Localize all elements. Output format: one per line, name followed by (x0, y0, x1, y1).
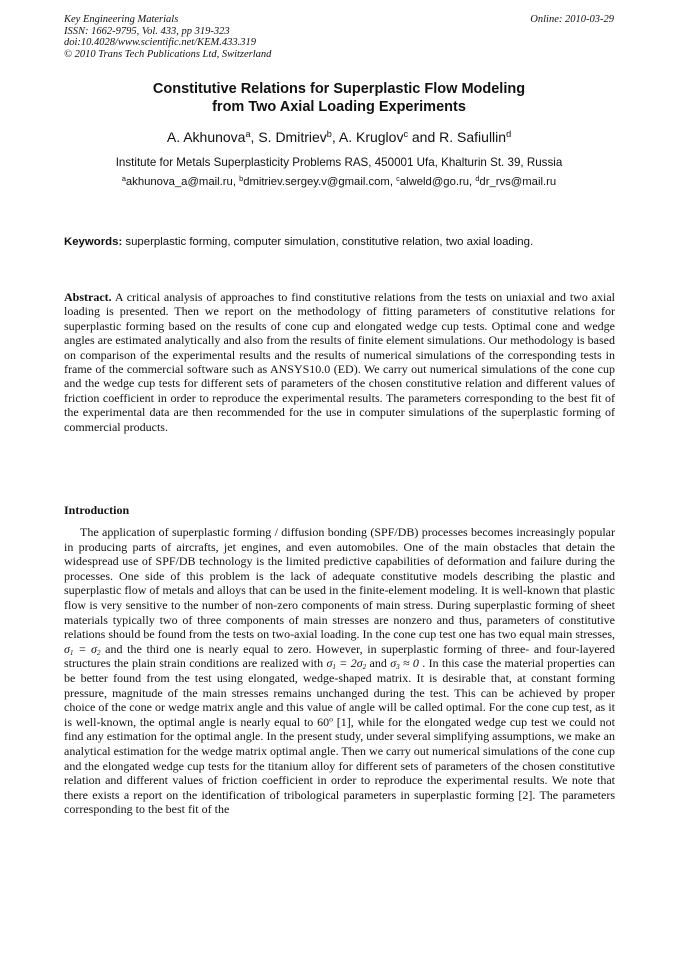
title-line-1: Constitutive Relations for Superplastic Flow Modeling (152, 81, 526, 97)
email-link[interactable]: akhunova_a@mail.ru (125, 176, 233, 188)
keywords-text: superplastic forming, computer simulation, constitutive relation, two axial loading. (125, 236, 534, 248)
author-name: A. Kruglov (338, 129, 404, 145)
keywords-section (64, 236, 614, 248)
affiliation: Institute for Metals Superplasticity Problems RAS, 450001 Ufa, Khalturin St. 39, Russia (115, 156, 563, 169)
author-marker: a (245, 129, 251, 139)
copyright-line: © 2010 Trans Tech Publications Ltd, Switzerland (64, 48, 272, 60)
email-marker: d (475, 173, 480, 183)
paper-title (0, 80, 678, 116)
abstract-paragraph (64, 290, 615, 434)
equation-sigma3-approx-zero: $\sigma_3 \approx 0$ (390, 656, 419, 672)
article-metadata (64, 14, 614, 60)
abstract-label: Abstract. (64, 290, 112, 304)
intro-text: . In this case the material properties can be better found from the test using elongated, wedge-shaped matrix. It is desirable that, at constant forming pressure, magnitude of the main stresses remains unchanged during the test. This can be achieved by proper choice of the cone or wedge matrix angle and this value of angle will be called optimal. For the cone cup test, as it is well-known, the optimal angle is nearly equal to 60 (64, 656, 616, 729)
doi-line[interactable]: doi:10.4028/www.scientific.net/KEM.433.319 (64, 37, 256, 49)
degree-mark: o (329, 714, 333, 724)
issn-line: ISSN: 1662-9795, Vol. 433, pp 319-323 (64, 25, 230, 37)
email-link[interactable]: dmitriev.sergey.v@gmail.com (243, 176, 390, 188)
intro-text: The application of superplastic forming / diffusion bonding (SPF/DB) processes becomes increasingly popular in producing parts of aircrafts, jet engines, and even automobiles. One of the main obstacles that detain the widespread use of SPF/DB technology is the limited predictive capabilities of deformation and failure during the processes. One side of this problem is the lack of adequate constitutive models describing the plastic and superplastic flow of metals and alloys that can be used in the finite-element modeling. It is well-known that plastic flow is very sensitive to the number of non-zero components of main stress. During superplastic forming of sheet materials typically two of three components of main stresses are nonzero and thus, parameters of constitutive relations should be found from the tests on two-axial loading. In the cone cup test one has two equal main stresses, (64, 525, 615, 642)
introduction-paragraph (64, 525, 615, 817)
section-heading-introduction: Introduction (64, 503, 130, 517)
author-marker: c (403, 129, 408, 139)
keywords-label: Keywords: (64, 236, 123, 248)
title-line-2: from Two Axial Loading Experiments (212, 99, 466, 115)
equation-sigma1-eq-sigma2: $\sigma_1 = \sigma_2$ (64, 641, 101, 657)
email-link[interactable]: dr_rvs@mail.ru (479, 176, 557, 188)
email-link[interactable]: alweld@go.ru (399, 176, 470, 188)
author-list: A. Akhunova$^a$, S. Dmitriev$^b$, A. Kruglov$^c$ and R. Safiullin$^d$ (166, 129, 512, 145)
journal-name: Key Engineering Materials (64, 14, 179, 25)
email-list: $^a$akhunova_a@mail.ru, $^b$dmitriev.sergey.v@gmail.com, $^c$alweld@go.ru, $^d$dr_rvs@mail.ru (121, 173, 557, 188)
author-name: A. Akhunova (166, 129, 246, 145)
online-date: Online: 2010-03-29 (530, 14, 614, 25)
author-name: R. Safiullin (439, 129, 507, 145)
intro-text: and (369, 656, 387, 671)
email-marker: c (396, 173, 400, 183)
intro-text: [1], while for the elongated wedge cup test we could not find any estimation for the optimal angle. In the present study, under several simplifying assumptions, we make an analytical estimation for the wedge matrix optimal angle. Then we carry out numerical simulations of the cone cup and the elongated wedge cup tests for the titanium alloy for different sets of parameters of the chosen constitutive relation and different values of friction coefficient in order to reproduce the experimental results. We note that there exists a report on the identification of tribological parameters in superplastic forming [2]. The parameters corresponding to the best fit of the (64, 714, 615, 817)
author-marker: b (326, 129, 332, 139)
email-marker: b (239, 173, 244, 183)
equation-sigma1-eq-2sigma2: $\sigma_1 = 2\sigma_2$ (326, 656, 367, 672)
author-name: S. Dmitriev (258, 129, 327, 145)
email-marker: a (121, 173, 126, 183)
author-marker: d (506, 129, 512, 139)
abstract-text: A critical analysis of approaches to find constitutive relations from the tests on uniaxial and two axial loading is presented. Then we report on the methodology of fitting parameters of constitutive relations for superplastic forming based on the results of cone cup and elongated wedge cup tests. Optimal cone and wedge angles are estimated analytically and also from the results of finite element simulations. Our methodology is based on comparison of the experimental results and the results of numerical simulations of the corresponding tests in frame of the commercial software such as ANSYS10.0 (ED). We carry out numerical simulations of the cone cup and the wedge cup tests for different sets of parameters of the chosen constitutive relation and different values of friction coefficient in order to reproduce the experimental results. The parameters corresponding to the best fit of the experimental data are then recommended for the use in computer simulations of the superplastic forming of commercial products. (64, 290, 616, 434)
intro-text: and the third one is nearly equal to zero. However, in superplastic forming of three- and four-layered structures the plain strain conditions are realized with (64, 641, 615, 671)
